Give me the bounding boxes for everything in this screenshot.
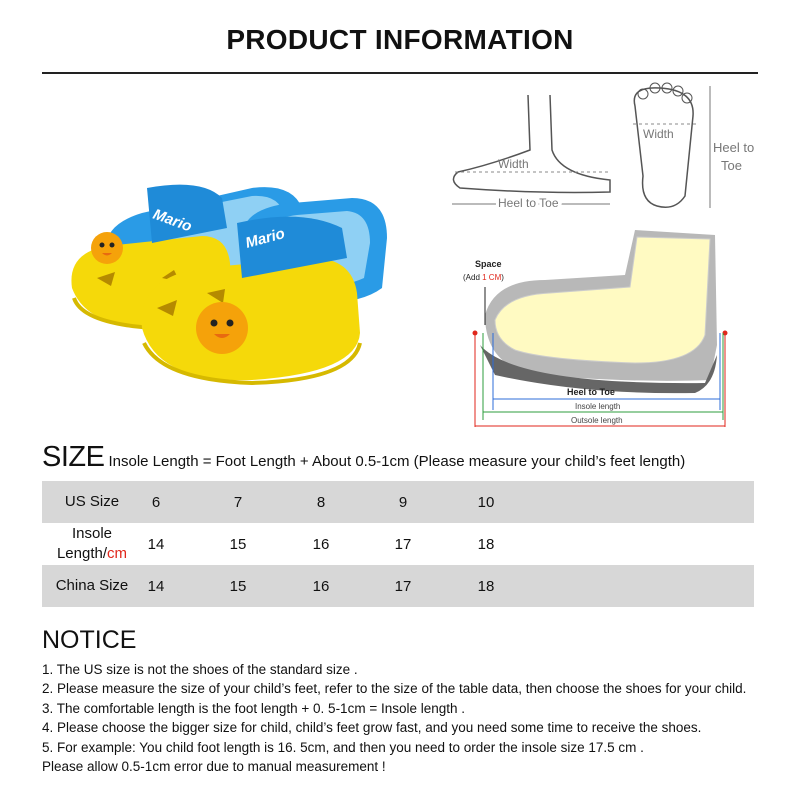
table-cell: 7 bbox=[233, 493, 243, 511]
duck-badge-icon-front bbox=[196, 302, 248, 354]
top-length-label: Heel to Toe bbox=[713, 140, 755, 173]
notice-item: Please allow 0.5-1cm error due to manual measurement ! bbox=[42, 758, 386, 774]
table-row-us-size bbox=[42, 481, 754, 523]
space-diagram bbox=[455, 225, 745, 430]
table-cell: 9 bbox=[398, 493, 408, 511]
table-cell: 15 bbox=[229, 535, 247, 553]
strap-brand-text: Mario bbox=[150, 205, 195, 236]
table-cell: 18 bbox=[477, 535, 495, 553]
size-formula: Insole Length = Foot Length + About 0.5-1cm (Please measure your child’s feet length) bbox=[108, 453, 686, 470]
strap-brand-text-2: Mario bbox=[243, 225, 287, 252]
notice-item: 1. The US size is not the shoes of the standard size . bbox=[42, 662, 358, 677]
side-length-label: Heel to Toe bbox=[498, 196, 559, 210]
title-divider bbox=[42, 72, 758, 74]
foot-side-diagram bbox=[440, 80, 620, 215]
insole-length-label: Insole length bbox=[575, 402, 621, 411]
table-row-china-size bbox=[42, 565, 754, 607]
table-cell: 18 bbox=[477, 577, 495, 595]
row-label-china-size: China Size bbox=[55, 577, 129, 594]
table-cell: 8 bbox=[316, 493, 326, 511]
top-width-label: Width bbox=[643, 127, 674, 141]
table-cell: 14 bbox=[147, 577, 165, 595]
foot-top-diagram bbox=[615, 76, 775, 214]
notice-item: 3. The comfortable length is the foot length + 0. 5-1cm = Insole length . bbox=[42, 700, 466, 716]
table-cell: 16 bbox=[312, 535, 330, 553]
heel-to-toe-label: Heel to Toe bbox=[567, 387, 615, 397]
notice-heading: NOTICE bbox=[42, 626, 137, 654]
table-cell: 14 bbox=[147, 535, 165, 553]
notice-item: 4. Please choose the bigger size for child, child’s feet grow fast, and you need some time to receive the shoes. bbox=[42, 720, 702, 736]
table-cell: 15 bbox=[229, 577, 247, 595]
space-label: Space bbox=[475, 259, 502, 269]
row-label-insole-length: Insole Length/cm bbox=[56, 525, 128, 562]
space-add-note: (Add 1 CM) bbox=[463, 273, 504, 282]
table-row-insole-length bbox=[42, 523, 754, 565]
notice-list bbox=[42, 660, 792, 776]
row-label-us-size: US Size bbox=[64, 493, 120, 510]
duck-badge-icon bbox=[91, 232, 123, 264]
table-cell: 17 bbox=[394, 535, 412, 553]
table-cell: 10 bbox=[477, 493, 495, 511]
size-table bbox=[42, 481, 754, 607]
size-heading-row bbox=[42, 441, 685, 474]
table-cell: 6 bbox=[151, 493, 161, 511]
page-title: PRODUCT INFORMATION bbox=[226, 24, 574, 55]
side-width-label: Width bbox=[498, 157, 529, 171]
outsole-length-label: Outsole length bbox=[571, 416, 623, 425]
table-cell: 17 bbox=[394, 577, 412, 595]
size-heading: SIZE bbox=[42, 441, 105, 473]
product-image bbox=[52, 118, 404, 400]
table-cell: 16 bbox=[312, 577, 330, 595]
notice-item: 5. For example: You child foot length is 16. 5cm, and then you need to order the insole size 17.5 cm . bbox=[42, 739, 644, 755]
notice-item: 2. Please measure the size of your child’s feet, refer to the size of the table data, then choose the shoes for your child. bbox=[42, 681, 747, 697]
